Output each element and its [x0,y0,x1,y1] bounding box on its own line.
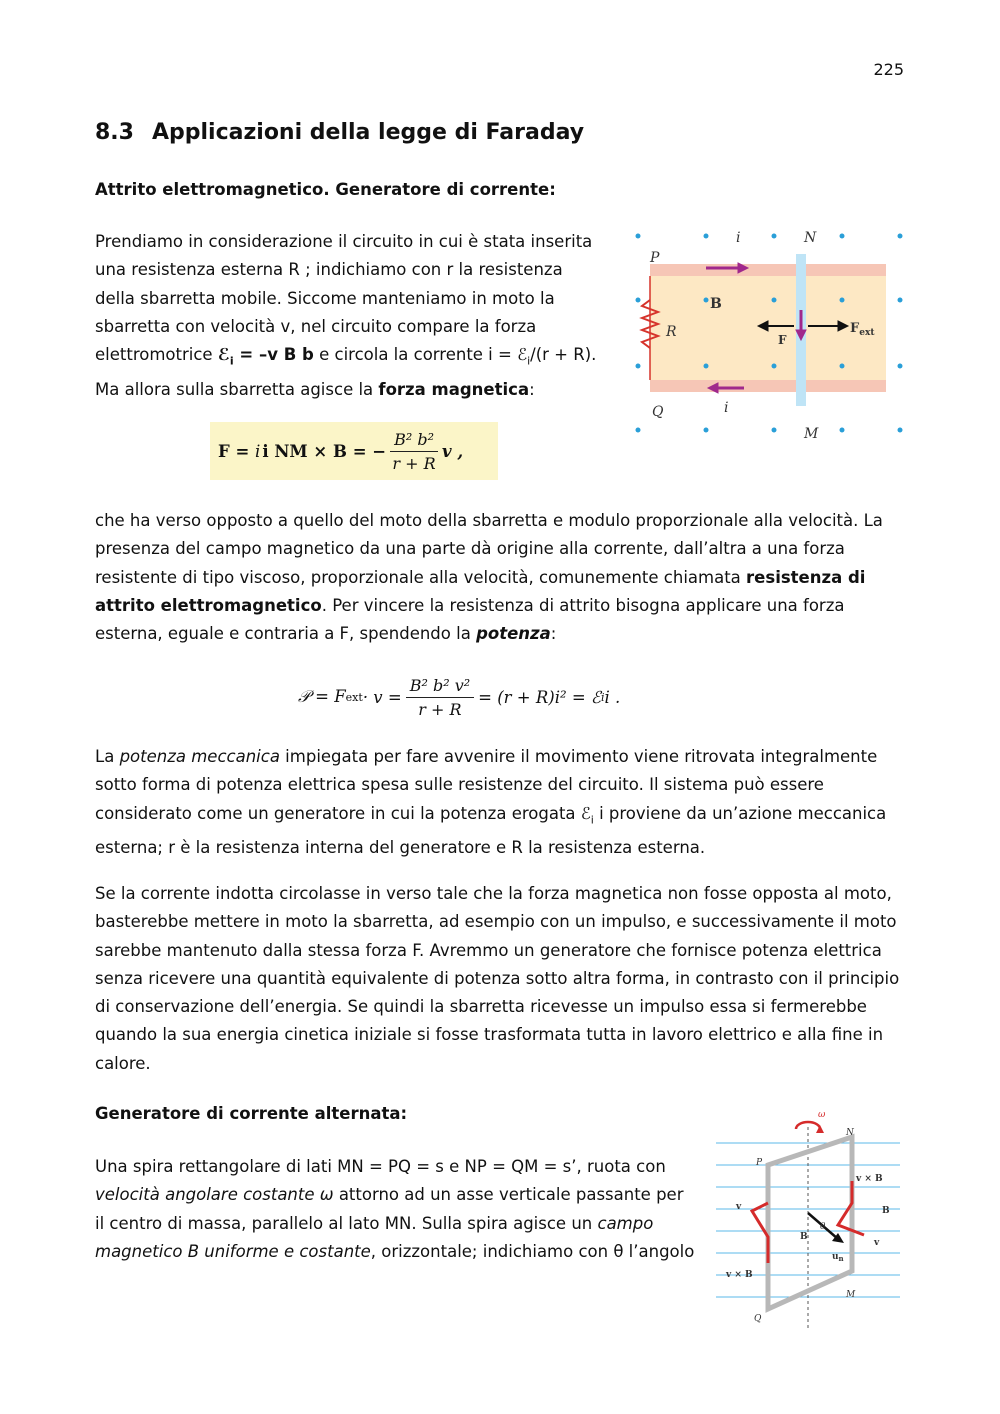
label-M: M [804,426,819,442]
equation-power: 𝒫 = F ext · v = $\frac{\text{B² b² v²}}{r + R}$ = (r + R)i² = ℰ i i . [298,675,621,719]
label-vxB-bottom: v × B [726,1270,753,1280]
figure-rotating-loop [712,1103,904,1331]
label-omega: ω [818,1110,826,1120]
subheading-ac-generator: Generatore di corrente alternata: [95,1104,408,1123]
subheading-electromagnetic-friction: Attrito elettromagnetico. Generatore di corrente: [95,180,556,199]
label-un: $u_n$ [832,1252,844,1263]
label-B-right: B [882,1206,890,1216]
label-v-left: v [736,1202,742,1212]
equation-magnetic-force: F = i i NM × B = − $\frac{\text{B² b²}}{r + R}$ v , [210,422,498,480]
paragraph-rotating-loop: Una spira rettangolare di lati MN = PQ = s e NP = QM = s’, ruota con velocità angolare costante ω attorno ad un asse verticale passante per il centro di massa, parallelo al lato MN. Sulla spira agisce un campo magnetico B uniforme e costante, orizzontale; indichiamo con θ l’angolo [95,1157,695,1261]
label-Q: Q [754,1314,762,1324]
section-title-text: Applicazioni della legge di Faraday [151,120,585,145]
label-theta: θ [820,1222,826,1232]
label-Q: Q [652,404,664,420]
label-vxB-top: v × B [856,1174,883,1184]
label-N: N [804,230,817,246]
label-Fext: $F_{ext}$ [850,321,875,338]
label-M: M [846,1290,856,1300]
label-R: R [666,324,677,340]
label-B: B [710,296,722,312]
section-number: 8.3 [95,120,134,145]
bottom-rail [650,380,886,392]
label-P: P [650,250,660,266]
paragraph-viscous-force: che ha verso opposto a quello del moto della sbarretta e modulo proporzionale alla velocità. La presenza del campo magnetico da una parte dà origine alla corrente, dall’altra a una forza resistente di tipo viscoso, proporzionale alla velocità, comunemente chiamata resistenza di attrito elettromagnetico. Per vincere la resistenza di attrito bisogna applicare una forza esterna, eguale e contraria a F, spendendo la potenza: [95,511,883,644]
label-N: N [846,1128,854,1138]
page-number: 225 [873,60,904,79]
paragraph-circuit-intro: Prendiamo in considerazione il circuito in cui è stata inserita una resistenza esterna R ; indichiamo con r la resistenza della sbarretta mobile. Siccome manteniamo in moto la sbarretta con velocità v, nel circuito compare la forza elettromotrice ℰ$_i$ = –v B b e circola la corrente i = ℰ$_i$/(r + R). Ma allora sulla sbarretta agisce la forza magnetica: [95,232,597,399]
label-v-right: v [874,1238,880,1248]
top-rail [650,264,886,276]
label-P: P [756,1158,763,1168]
paragraph-mechanical-power: La potenza meccanica impiegata per fare avvenire il movimento viene ritrovata integralmente sotto forma di potenza elettrica spesa sulle resistenze del circuito. Il sistema può essere considerato come un generatore in cui la potenza erogata ℰ$_i$ i proviene da un’azione meccanica esterna; r è la resistenza interna del generatore e R la resistenza esterna. [95,747,887,858]
label-current-bottom: i [724,400,729,416]
label-F: F [778,333,787,347]
section-title [95,120,584,145]
label-current-top: i [736,230,741,246]
label-B-center: B [800,1232,808,1242]
figure-sliding-bar-circuit [628,222,910,442]
paragraph-energy-conservation: Se la corrente indotta circolasse in verso tale che la forza magnetica non fosse opposta al moto, basterebbe mettere in moto la sbarretta, ad esempio con un impulso, e successivamente il moto sarebbe mantenuto dalla stessa forza F. Avremmo un generatore che fornisce potenza elettrica senza ricevere una quantità equivalente di potenza sotto altra forma, in contrasto con il principio di conservazione dell’energia. Se quindi la sbarretta ricevesse un impulso essa si fermerebbe quando la sua energia cinetica iniziale si fosse trasformata tutta in lavoro elettrico e alla fine in calore. [95,884,900,1073]
